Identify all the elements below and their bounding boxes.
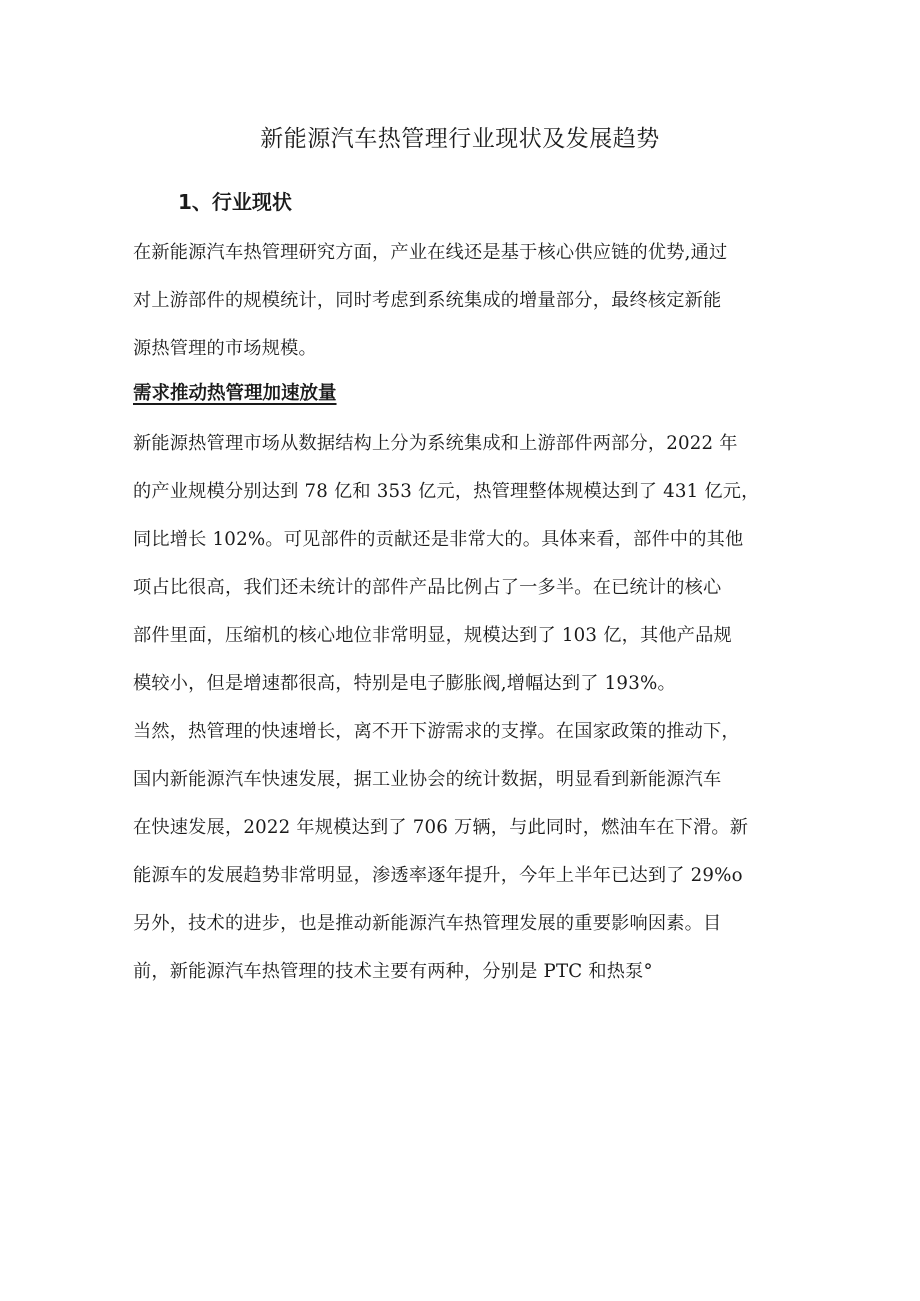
market-paragraph — [133, 420, 813, 708]
paragraph-line: 源热管理的市场规模。 — [133, 338, 317, 359]
intro-paragraph — [133, 229, 813, 373]
paragraph-line: 在新能源汽车热管理研究方面，产业在线还是基于核心供应链的优势,通过 — [133, 242, 728, 263]
paragraph-line: 部件里面，压缩机的核心地位非常明显，规模达到了 103 亿，其他产品规 — [133, 625, 732, 646]
paragraph-line: 同比增长 102%。可见部件的贡献还是非常大的。具体来看，部件中的其他 — [133, 529, 744, 550]
paragraph-line: 在快速发展，2022 年规模达到了 706 万辆，与此同时，燃油车在下滑。新 — [133, 817, 749, 838]
paragraph-line: 另外，技术的进步，也是推动新能源汽车热管理发展的重要影响因素。目 — [133, 913, 722, 934]
paragraph-line: 前，新能源汽车热管理的技术主要有两种，分别是 PTC 和热泵° — [133, 961, 653, 982]
paragraph-line: 当然，热管理的快速增长，离不开下游需求的支撑。在国家政策的推动下， — [133, 721, 740, 742]
paragraph-line: 新能源热管理市场从数据结构上分为系统集成和上游部件两部分，2022 年 — [133, 433, 738, 454]
paragraph-line: 能源车的发展趋势非常明显，渗透率逐年提升，今年上半年已达到了 29%o — [133, 865, 743, 886]
document-title: 新能源汽车热管理行业现状及发展趋势 — [260, 126, 660, 152]
demand-paragraph — [133, 708, 813, 996]
paragraph-line: 的产业规模分别达到 78 亿和 353 亿元，热管理整体规模达到了 431 亿元， — [133, 481, 760, 502]
paragraph-line: 国内新能源汽车快速发展，据工业协会的统计数据，明显看到新能源汽车 — [133, 769, 722, 790]
subheading: 需求推动热管理加速放量 — [133, 383, 337, 404]
paragraph-line: 对上游部件的规模统计，同时考虑到系统集成的增量部分，最终核定新能 — [133, 290, 722, 311]
section-heading: 1、行业现状 — [178, 190, 292, 214]
paragraph-line: 项占比很高，我们还未统计的部件产品比例占了一多半。在已统计的核心 — [133, 577, 722, 598]
paragraph-line: 模较小，但是增速都很高，特别是电子膨胀阀,增幅达到了 193%。 — [133, 673, 676, 694]
